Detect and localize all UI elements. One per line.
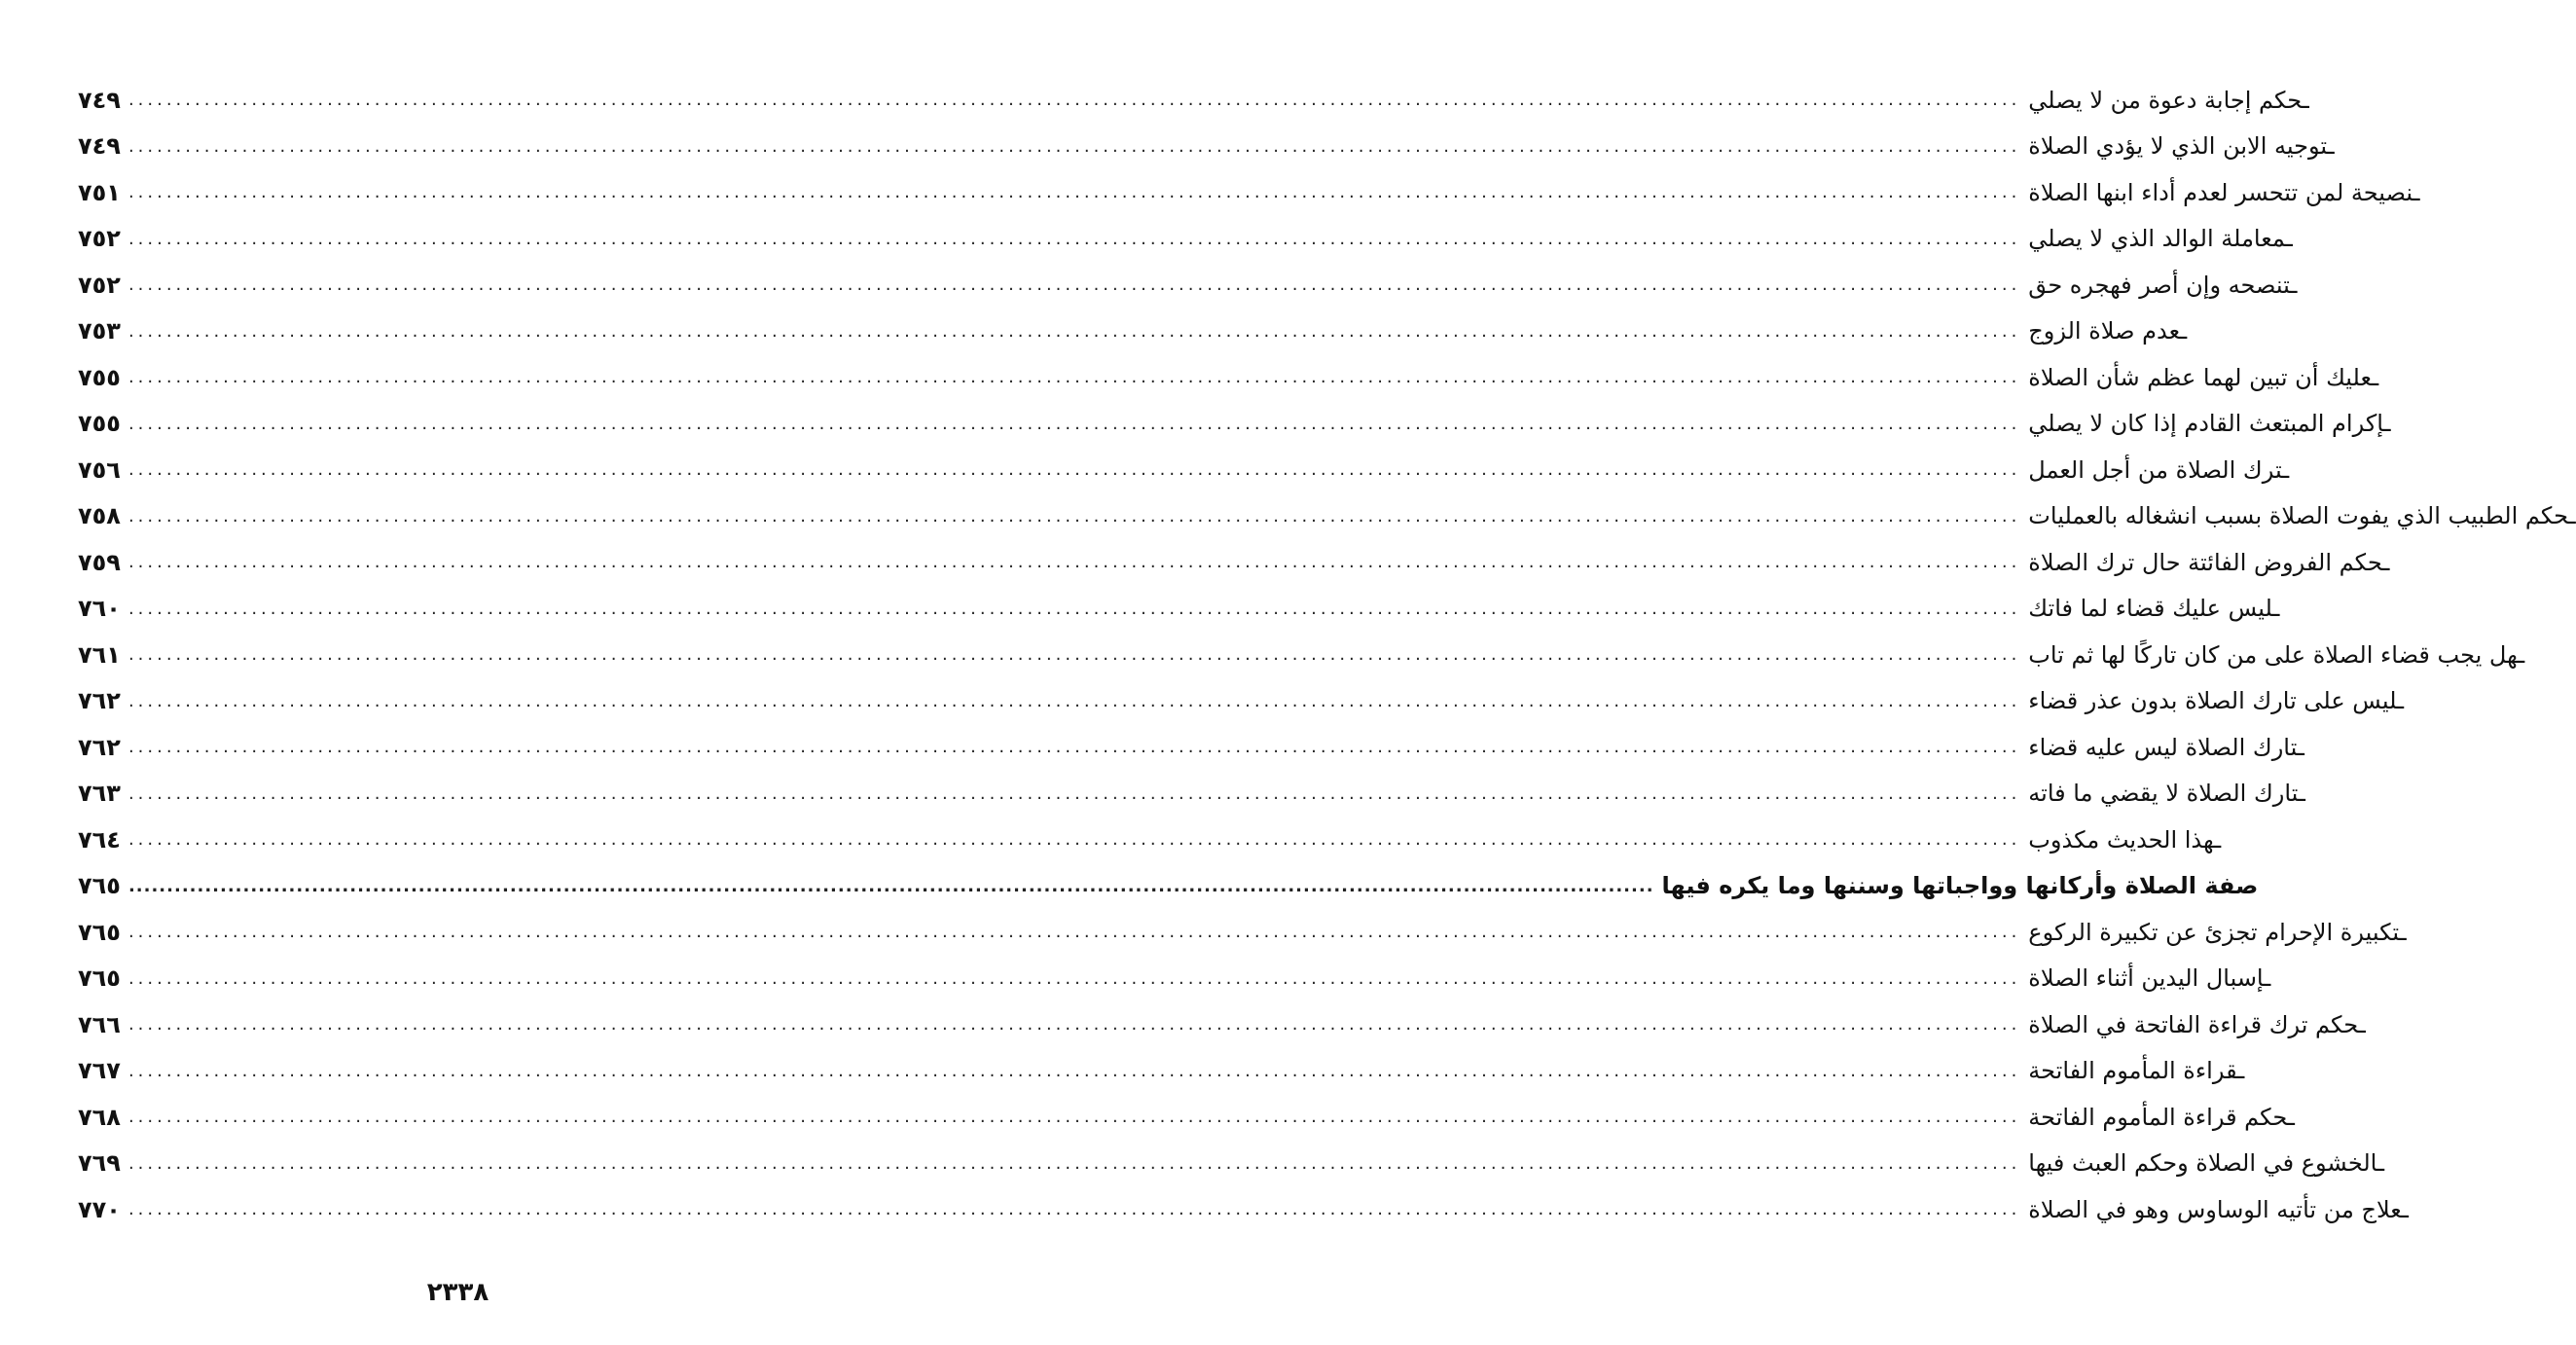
toc-entry: [78, 724, 2304, 771]
toc-entry: [78, 169, 2420, 216]
toc-entry-title: ـعدم صلاة الزوج: [2028, 317, 2188, 345]
toc-page-number: ٧٥٣: [78, 317, 121, 345]
toc-page-number: ٧٦٢: [78, 733, 121, 761]
toc-entry-title: ـتوجيه الابن الذي لا يؤدي الصلاة: [2028, 132, 2335, 161]
toc-entry-title: ـهذا الحديث مكذوب: [2028, 825, 2222, 854]
toc-page-number: ٧٦٤: [78, 825, 121, 854]
toc-page-number: ٧٥٢: [78, 225, 121, 253]
toc-leader-dots: ........................................................................................................................................................................................................: [127, 1014, 2021, 1036]
toc-page-number: ٧٦٥: [78, 918, 121, 946]
toc-entry: [78, 401, 2391, 448]
toc-entry: [78, 956, 2271, 1002]
toc-leader-dots: ........................................................................................................................................................................................................: [127, 1152, 2021, 1174]
toc-entry: [78, 447, 2290, 493]
toc-leader-dots: ........................................................................................................................................................................................................: [127, 90, 2021, 111]
toc-leader-dots: ........................................................................................................................................................................................................: [127, 367, 2021, 388]
toc-leader-dots: ........................................................................................................................................................................................................: [127, 922, 2021, 943]
toc-entry-title: ـحكم إجابة دعوة من لا يصلي: [2028, 86, 2309, 114]
toc-page-number: ٧٥٨: [78, 502, 121, 530]
toc-entry-title: صفة الصلاة وأركانها وواجباتها وسننها وما يكره فيها: [1661, 872, 2259, 900]
toc-leader-dots: ........................................................................................................................................................................................................: [127, 413, 2021, 434]
table-of-contents: [78, 77, 2576, 1233]
toc-leader-dots: ........................................................................................................................................................................................................: [127, 552, 2021, 573]
toc-entry-title: ـالخشوع في الصلاة وحكم العبث فيها: [2028, 1149, 2384, 1178]
toc-page-number: ٧٦٩: [78, 1149, 121, 1178]
toc-page-number: ٧٦٥: [78, 872, 121, 900]
toc-entry-title: ـمعاملة الوالد الذي لا يصلي: [2028, 225, 2293, 253]
toc-entry: [78, 909, 2407, 956]
toc-entry-title: ـتارك الصلاة ليس عليه قضاء: [2028, 733, 2304, 761]
toc-leader-dots: ........................................................................................................................................................................................................: [127, 598, 2021, 619]
toc-entry-title: ـقراءة المأموم الفاتحة: [2028, 1057, 2245, 1085]
toc-leader-dots: ........................................................................................................................................................................................................: [127, 690, 2021, 711]
toc-entry: [78, 1141, 2384, 1187]
toc-page-number: ٧٥٥: [78, 363, 121, 391]
toc-entry: [78, 817, 2222, 863]
toc-entry-title: ـليس عليك قضاء لما فاتك: [2028, 595, 2280, 623]
toc-page-number: ٧٥٦: [78, 455, 121, 484]
toc-leader-dots: ........................................................................................................................................................................................................: [127, 1060, 2021, 1081]
toc-entry-title: ـعلاج من تأتيه الوساوس وهو في الصلاة: [2028, 1195, 2409, 1223]
toc-entry: [78, 493, 2576, 540]
toc-entry: [78, 632, 2525, 678]
toc-leader-dots: ........................................................................................................................................................................................................: [127, 1199, 2021, 1220]
toc-page-number: ٧٥٥: [78, 410, 121, 438]
page-number: ٢٣٣٨: [426, 1278, 490, 1307]
toc-page-number: ٧٦٠: [78, 595, 121, 623]
toc-entry-title: ـحكم الطبيب الذي يفوت الصلاة بسبب انشغاله بالعمليات: [2028, 502, 2576, 530]
toc-entry-title: ـحكم ترك قراءة الفاتحة في الصلاة: [2028, 1010, 2366, 1038]
toc-entry-title: ـترك الصلاة من أجل العمل: [2028, 455, 2290, 484]
toc-leader-dots: ........................................................................................................................................................................................................: [127, 875, 1654, 896]
toc-page-number: ٧٥٩: [78, 548, 121, 576]
toc-leader-dots: ........................................................................................................................................................................................................: [127, 1107, 2021, 1128]
toc-leader-dots: ........................................................................................................................................................................................................: [127, 782, 2021, 804]
toc-entry: [78, 586, 2280, 633]
toc-entry-title: ـنصيحة لمن تتحسر لعدم أداء ابنها الصلاة: [2028, 178, 2420, 206]
toc-entry-title: ـإسبال اليدين أثناء الصلاة: [2028, 964, 2271, 993]
toc-section-heading: [78, 863, 2259, 910]
toc-page-number: ٧٦٢: [78, 687, 121, 715]
toc-entry: [78, 124, 2335, 170]
toc-entry-title: ـهل يجب قضاء الصلاة على من كان تاركًا لها ثم تاب: [2028, 640, 2525, 669]
toc-page-number: ٧٥٢: [78, 271, 121, 299]
toc-leader-dots: ........................................................................................................................................................................................................: [127, 228, 2021, 249]
toc-leader-dots: ........................................................................................................................................................................................................: [127, 737, 2021, 758]
toc-leader-dots: ........................................................................................................................................................................................................: [127, 135, 2021, 157]
toc-entry: [78, 539, 2390, 586]
toc-page-number: ٧٦٣: [78, 780, 121, 808]
toc-leader-dots: ........................................................................................................................................................................................................: [127, 320, 2021, 342]
toc-page-number: ٧٤٩: [78, 86, 121, 114]
toc-entry: [78, 216, 2293, 263]
toc-page-number: ٧٦٧: [78, 1057, 121, 1085]
toc-page-number: ٧٦٥: [78, 964, 121, 993]
toc-entry: [78, 262, 2298, 309]
toc-leader-dots: ........................................................................................................................................................................................................: [127, 829, 2021, 851]
toc-entry: [78, 309, 2188, 355]
toc-entry: [78, 354, 2379, 401]
toc-entry: [78, 77, 2309, 124]
toc-page-number: ٧٧٠: [78, 1195, 121, 1223]
toc-leader-dots: ........................................................................................................................................................................................................: [127, 459, 2021, 481]
toc-leader-dots: ........................................................................................................................................................................................................: [127, 967, 2021, 989]
toc-entry: [78, 771, 2305, 818]
toc-leader-dots: ........................................................................................................................................................................................................: [127, 644, 2021, 666]
toc-leader-dots: ........................................................................................................................................................................................................: [127, 182, 2021, 203]
toc-page-number: ٧٦٨: [78, 1103, 121, 1131]
toc-entry-title: ـليس على تارك الصلاة بدون عذر قضاء: [2028, 687, 2405, 715]
toc-entry-title: ـإكرام المبتعث القادم إذا كان لا يصلي: [2028, 410, 2391, 438]
toc-entry-title: ـعليك أن تبين لهما عظم شأن الصلاة: [2028, 363, 2379, 391]
toc-entry: [78, 1001, 2366, 1048]
toc-entry: [78, 678, 2405, 725]
toc-entry-title: ـتارك الصلاة لا يقضي ما فاته: [2028, 780, 2305, 808]
toc-page-number: ٧٦٦: [78, 1010, 121, 1038]
toc-entry: [78, 1094, 2295, 1141]
toc-entry-title: ـحكم الفروض الفائتة حال ترك الصلاة: [2028, 548, 2390, 576]
toc-entry-title: ـتكبيرة الإحرام تجزئ عن تكبيرة الركوع: [2028, 918, 2407, 946]
toc-entry-title: ـحكم قراءة المأموم الفاتحة: [2028, 1103, 2295, 1131]
toc-leader-dots: ........................................................................................................................................................................................................: [127, 505, 2021, 527]
toc-entry: [78, 1186, 2409, 1233]
toc-leader-dots: ........................................................................................................................................................................................................: [127, 274, 2021, 296]
toc-entry: [78, 1048, 2245, 1095]
toc-page-number: ٧٥١: [78, 178, 121, 206]
toc-page-number: ٧٦١: [78, 640, 121, 669]
toc-page-number: ٧٤٩: [78, 132, 121, 161]
toc-entry-title: ـتنصحه وإن أصر فهجره حق: [2028, 271, 2298, 299]
